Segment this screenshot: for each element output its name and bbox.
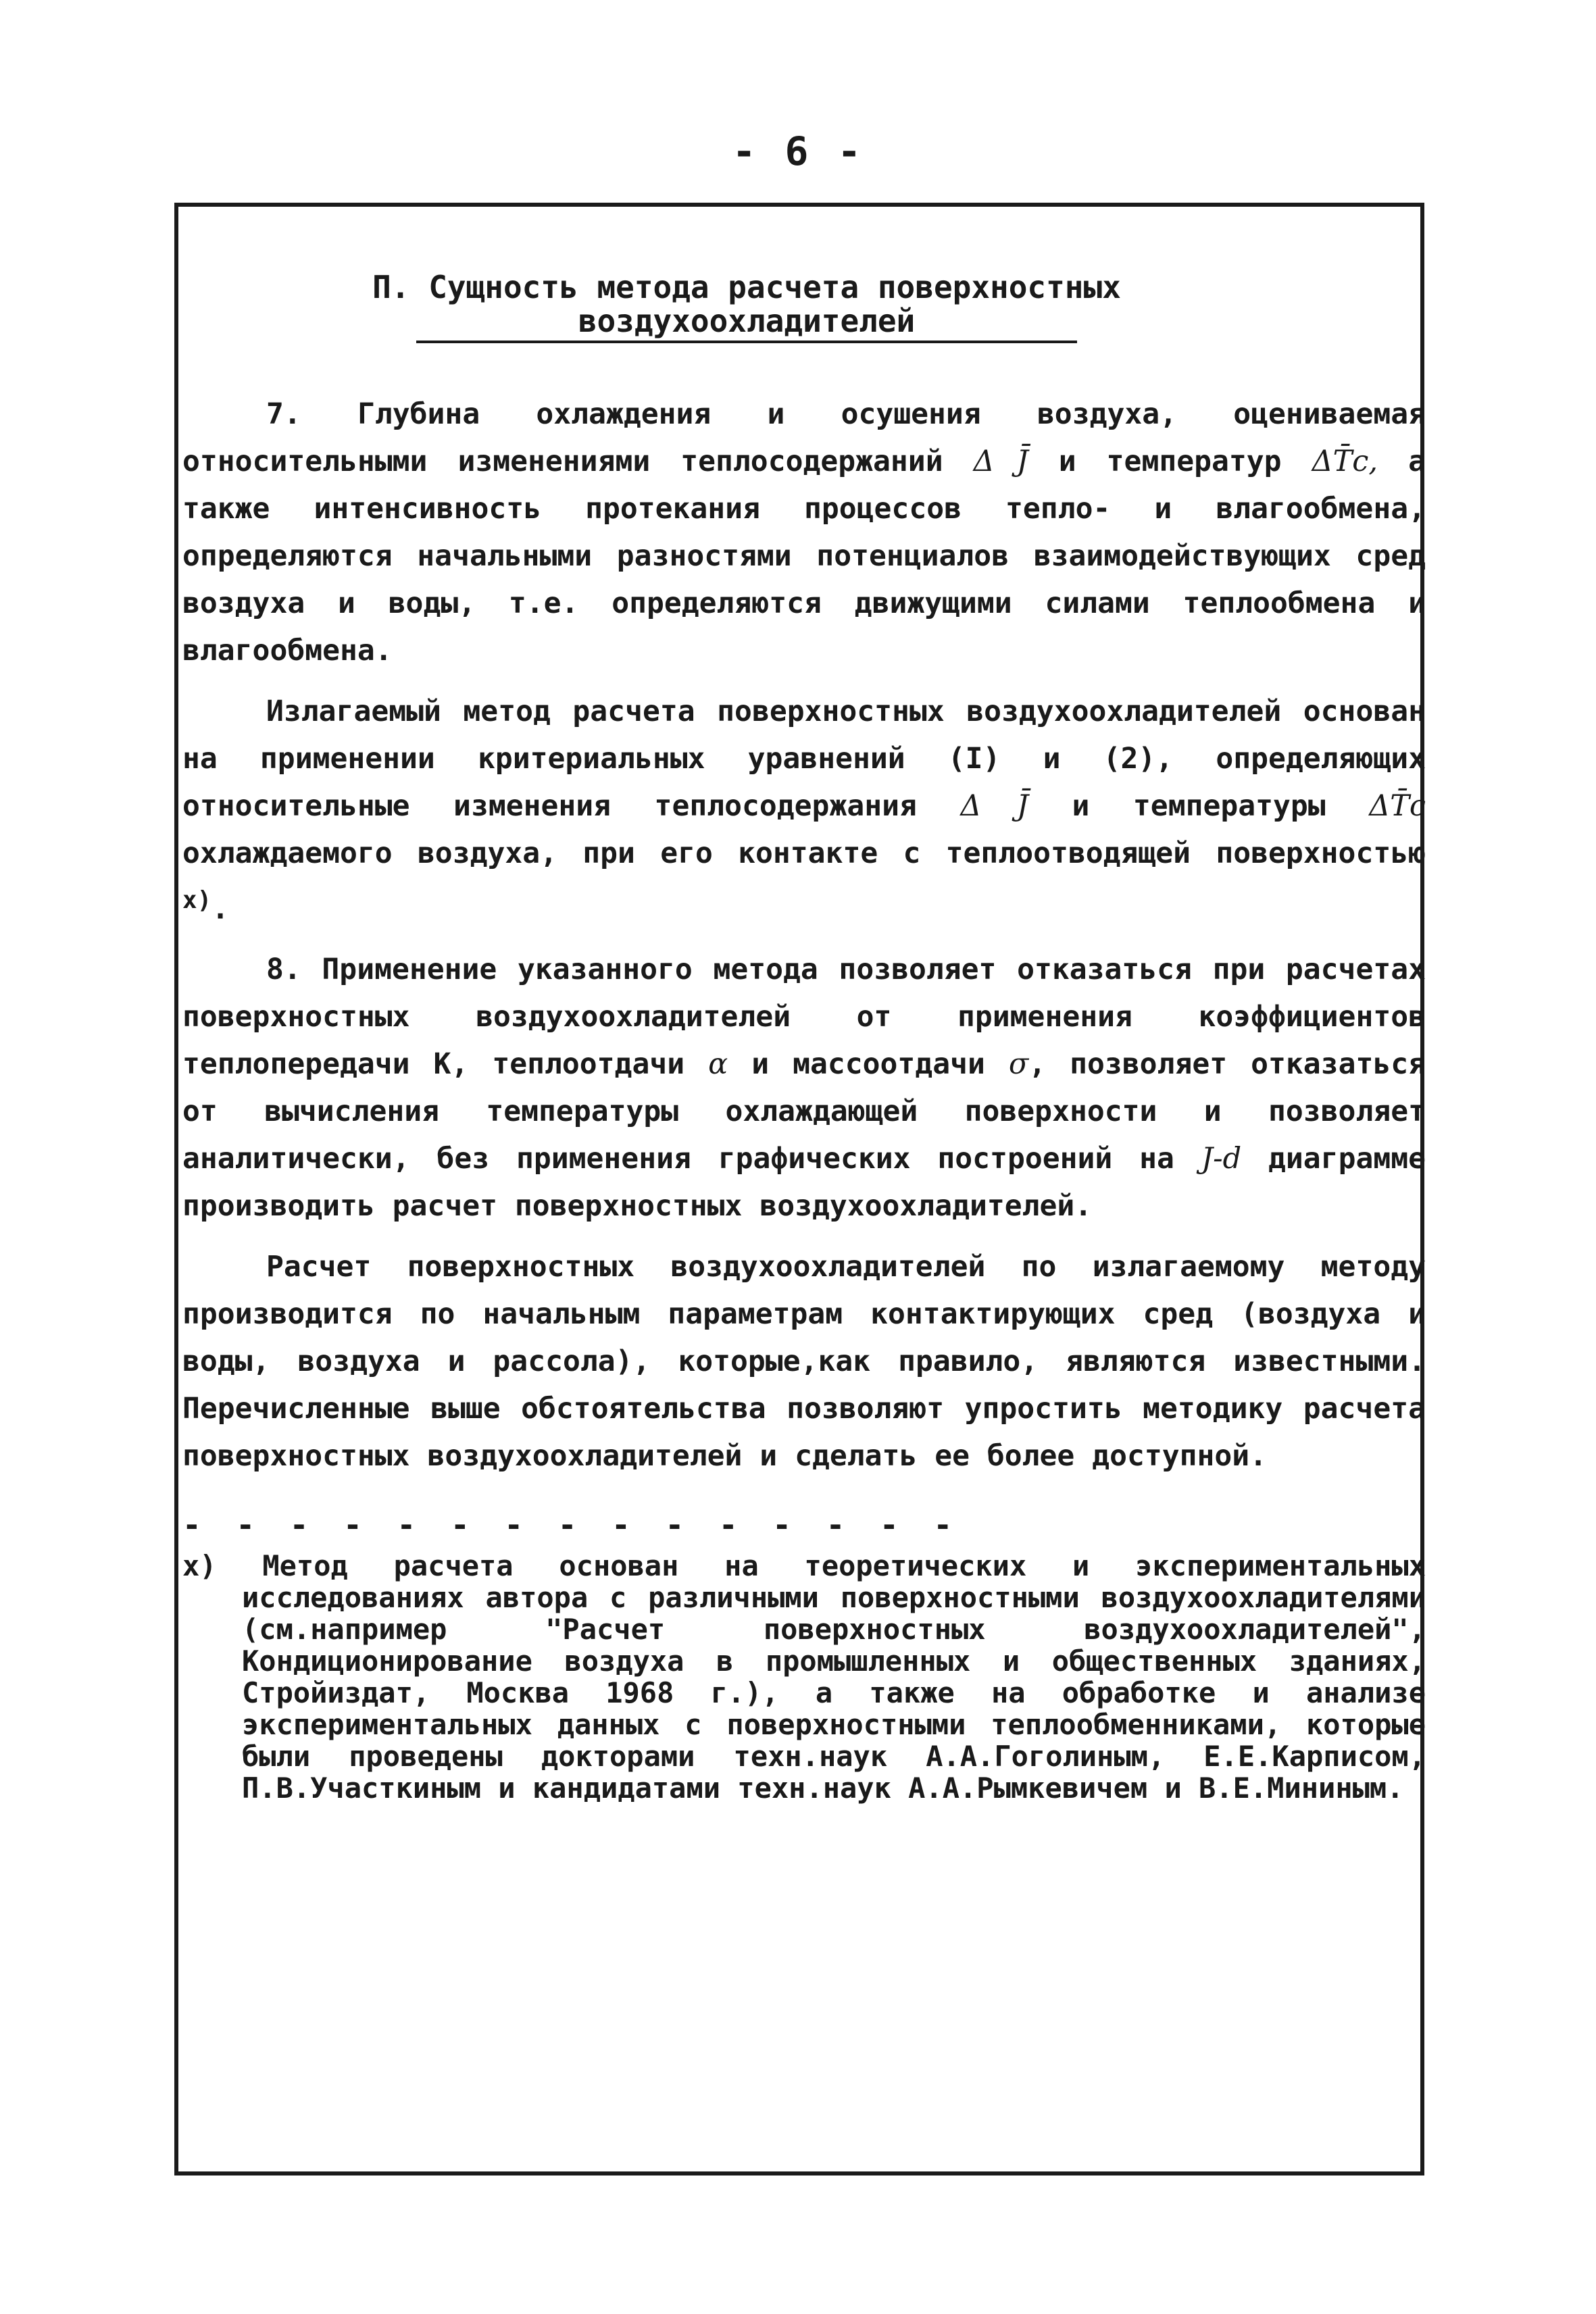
section-title-line1: П. Сущность метода расчета поверхностных [372, 269, 1121, 305]
delta-temperature-symbol: ΔT̄c, [1312, 445, 1378, 478]
page-number: - 6 - [732, 128, 864, 174]
paragraph-8 [182, 946, 1426, 1230]
paragraph-method [182, 688, 1426, 932]
paragraph-7 [182, 391, 1426, 674]
footnote-separator: - - - - - - - - - - - - - - - [182, 1507, 961, 1544]
sigma-symbol: σ [1008, 1047, 1029, 1082]
paragraph-method-text-c: охлаждаемого воздуха, при его контакте с теплоотводящей поверхностью [182, 836, 1426, 870]
delta-enthalpy-symbol: Δ J̄ [960, 789, 1028, 823]
paragraph-8-text-d: диаграмме производить расчет поверхностных воздухоохладителей. [182, 1142, 1426, 1224]
j-d-diagram-symbol: J-d [1201, 1142, 1242, 1176]
section-title-line2: воздухоохладителей [416, 304, 1078, 343]
paragraph-7-text-b: и температур [1058, 445, 1282, 478]
paragraph-calculation-text: Расчет поверхностных воздухоохладителей по излагаемому методу производится по начальным параметрам контактирующих сред (воздуха и воды, воздуха и рассола), которые,как правило, являются известными. Перечисленные выше обстоятельства позволяют упростить методику расчета поверхностных воздухоохладителей и сделать ее более доступной. [182, 1250, 1426, 1474]
paragraph-method-end: . [211, 892, 230, 926]
paragraph-7-text-a: 7. Глубина охлаждения и осушения воздуха, оцениваемая относительными изменениями теплосодержаний [182, 397, 1426, 478]
delta-temperature-symbol: ΔT̄c [1369, 789, 1426, 823]
paragraph-method-text-a: Излагаемый метод расчета поверхностных воздухоохладителей основан на применении критериальных уравнений (I) и (2), определяющих относительные изменения теплосодержания [182, 695, 1426, 823]
section-title [243, 270, 1250, 343]
paragraph-method-text-b: и температуры [1072, 789, 1326, 823]
page-content [182, 270, 1426, 1804]
paragraph-7-text-c: а также интенсивность протекания процессов тепло- и влагообмена, определяются начальными разностями потенциалов взаимодействующих сред воздуха и воды, т.е. определяются движущими силами теплообмена и влагообмена. [182, 445, 1426, 668]
paragraph-8-text-a: 8. Применение указанного метода позволяет отказаться при расчетах поверхностных воздухоохладителей от применения коэффициентов теплопередачи К, теплоотдачи [182, 953, 1426, 1082]
footnote-mark: x) [182, 886, 212, 914]
delta-enthalpy-symbol: Δ J̄ [973, 445, 1028, 478]
footnote: x) Метод расчета основан на теоретических и экспериментальных исследованиях автора с различными поверхностными воздухоохладителями (см.например "Расчет поверхностных воздухоохладителей", Кондиционирование воздуха в промышленных и общественных зданиях, Стройиздат, Москва 1968 г.), а также на обработке и анализе экспериментальных данных с поверхностными теплообменниками, которые были проведены докторами техн.наук А.А.Гоголиным, Е.Е.Карписом, П.В.Участкиным и кандидатами техн.наук А.А.Рымкевичем и В.Е.Мининым. [182, 1549, 1426, 1805]
paragraph-8-text-c: , позволяет отказаться от вычисления температуры охлаждающей поверхности и позволяет аналитически, без применения графических построений на [182, 1047, 1426, 1176]
paragraph-8-text-b: и массоотдачи [751, 1047, 985, 1082]
alpha-symbol: α [708, 1047, 728, 1082]
paragraph-calculation [182, 1243, 1426, 1480]
